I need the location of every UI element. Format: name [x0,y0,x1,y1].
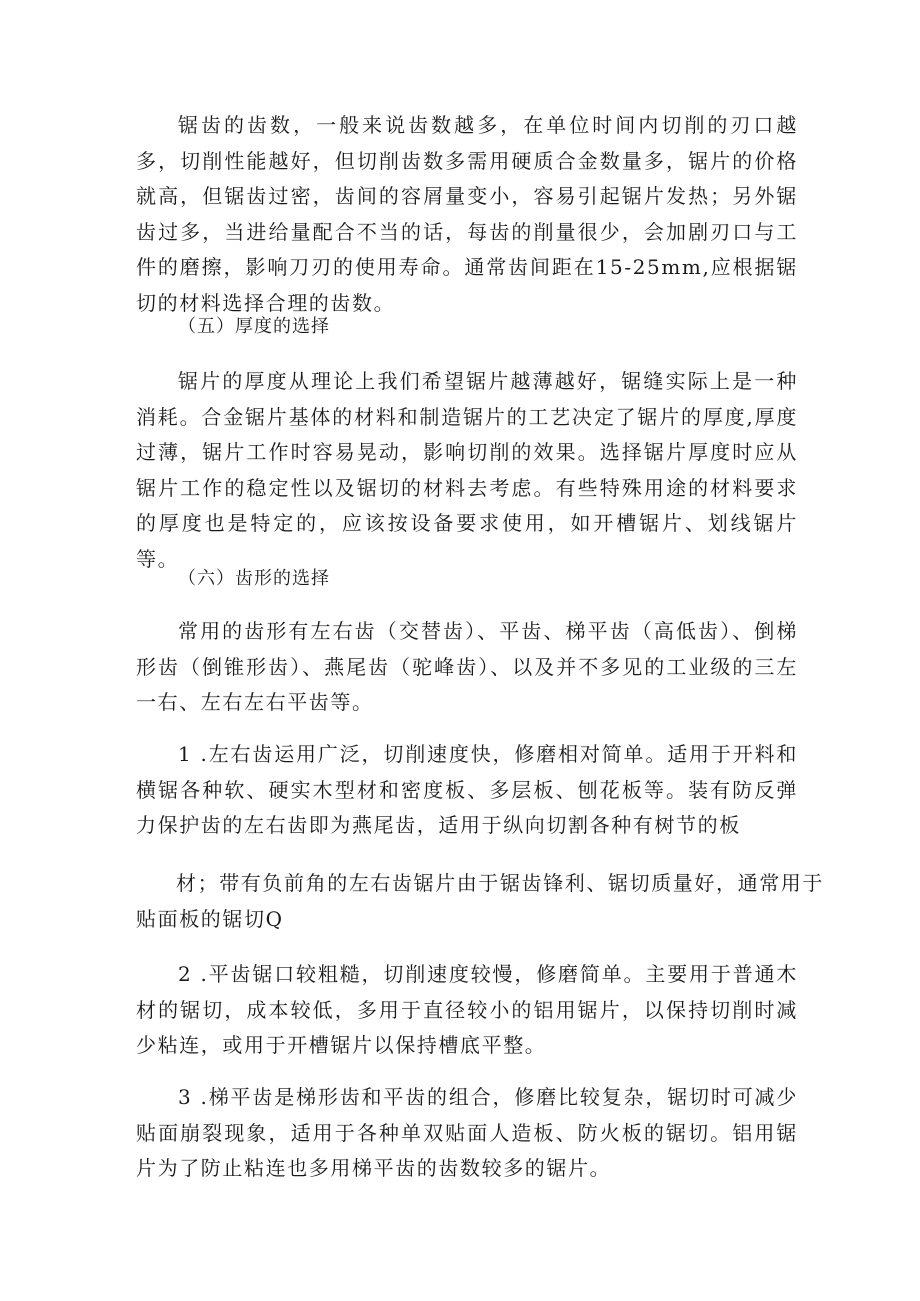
paragraph-trapezoid-flat-tooth: 3 .梯平齿是梯形齿和平齿的组合，修磨比较复杂，锯切时可减少贴面崩裂现象，适用于各种单双贴面人造板、防火板的锯切。铝用锯片为了防止粘连也多用梯平齿的齿数较多的锯片。 [136,1085,798,1180]
paragraph-tooth-count: 锯齿的齿数，一般来说齿数越多，在单位时间内切削的刃口越多，切削性能越好，但切削齿数多需用硬质合金数量多，锯片的价格就高，但锯齿过密，齿间的容屑量变小，容易引起锯片发热；另外锯齿过多，当进给量配合不当的话，每齿的削量很少，会加剧刃口与工件的磨擦，影响刀刃的使用寿命。通常齿间距在15-25mm,应根据锯切的材料选择合理的齿数。 [136,113,798,315]
paragraph-thickness: 锯片的厚度从理论上我们希望锯片越薄越好，锯缝实际上是一种消耗。合金锯片基体的材料和制造锯片的工艺决定了锯片的厚度,厚度过薄，锯片工作时容易晃动，影响切削的效果。选择锯片厚度时应从锯片工作的稳定性以及锯切的材料去考虑。有些特殊用途的材料要求的厚度也是特定的，应该按设备要求使用，如开槽锯片、划线锯片等。 [136,369,798,571]
paragraph-alternate-tooth: 1 .左右齿运用广泛，切削速度快，修磨相对简单。适用于开料和横锯各种软、硬实木型材和密度板、多层板、刨花板等。装有防反弹力保护齿的左右齿即为燕尾齿，适用于纵向切割各种有树节的板 [136,742,798,837]
heading-tooth-shape: （六）齿形的选择 [178,568,330,589]
heading-thickness: （五）厚度的选择 [178,316,330,337]
paragraph-continuation-line2: 贴面板的锯切Q [136,907,284,931]
paragraph-flat-tooth: 2 .平齿锯口较粗糙，切削速度较慢，修磨简单。主要用于普通木材的锯切，成本较低，多用于直径较小的铝用锯片，以保持切削时减少粘连，或用于开槽锯片以保持槽底平整。 [136,962,798,1057]
paragraph-tooth-shapes: 常用的齿形有左右齿（交替齿）、平齿、梯平齿（高低齿）、倒梯形齿（倒锥形齿）、燕尾齿（驼峰齿）、以及并不多见的工业级的三左一右、左右左右平齿等。 [136,619,798,714]
paragraph-continuation-line1: 材；带有负前角的左右齿锯片由于锯齿锋利、锯切质量好，通常用于 [176,871,824,895]
